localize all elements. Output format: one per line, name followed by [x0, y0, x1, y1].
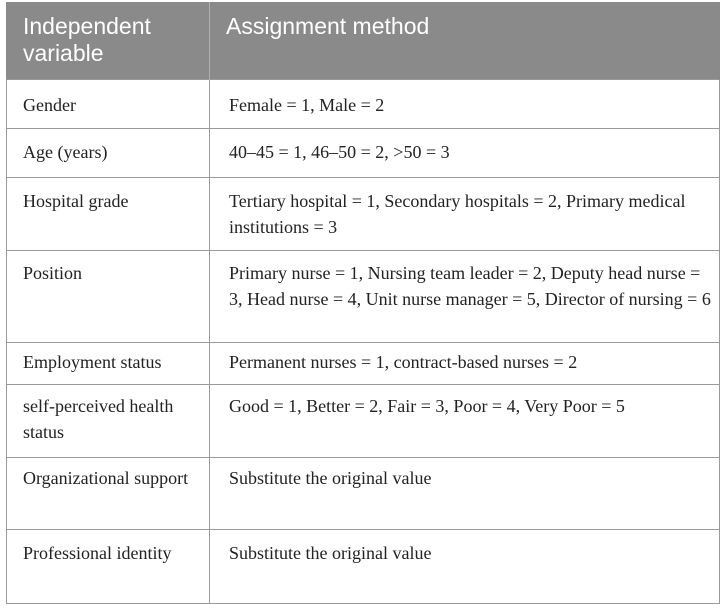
method-cell: Permanent nurses = 1, contract-based nurses = 2: [210, 343, 720, 385]
variable-cell: self-perceived health status: [7, 385, 210, 458]
method-cell: 40–45 = 1, 46–50 = 2, >50 = 3: [210, 129, 720, 178]
variable-cell: Employment status: [7, 343, 210, 385]
method-cell: Substitute the original value: [210, 458, 720, 530]
variable-cell: Gender: [7, 80, 210, 129]
table-row: [7, 458, 720, 530]
table-row: [7, 178, 720, 251]
table-row: [7, 129, 720, 178]
method-cell: Female = 1, Male = 2: [210, 80, 720, 129]
table-header: [7, 2, 720, 80]
header-assignment-method: Assignment method: [210, 2, 720, 80]
table-row: [7, 251, 720, 343]
method-cell: Good = 1, Better = 2, Fair = 3, Poor = 4, Very Poor = 5: [210, 385, 720, 458]
variable-cell: Hospital grade: [7, 178, 210, 251]
table-row: [7, 385, 720, 458]
variable-cell: Organizational support: [7, 458, 210, 530]
assignment-table: [6, 2, 720, 604]
table-body: [7, 80, 720, 604]
method-cell: Tertiary hospital = 1, Secondary hospitals = 2, Primary medical institutions = 3: [210, 178, 720, 251]
method-cell: Substitute the original value: [210, 530, 720, 604]
variable-cell: Position: [7, 251, 210, 343]
table-row: [7, 530, 720, 604]
header-row: [7, 2, 720, 80]
variable-cell: Professional identity: [7, 530, 210, 604]
variable-cell: Age (years): [7, 129, 210, 178]
table-row: [7, 343, 720, 385]
table-row: [7, 80, 720, 129]
method-cell: Primary nurse = 1, Nursing team leader = 2, Deputy head nurse = 3, Head nurse = 4, Unit nurse manager = 5, Director of nursing = 6: [210, 251, 720, 343]
header-independent-variable: Independent variable: [7, 2, 210, 80]
